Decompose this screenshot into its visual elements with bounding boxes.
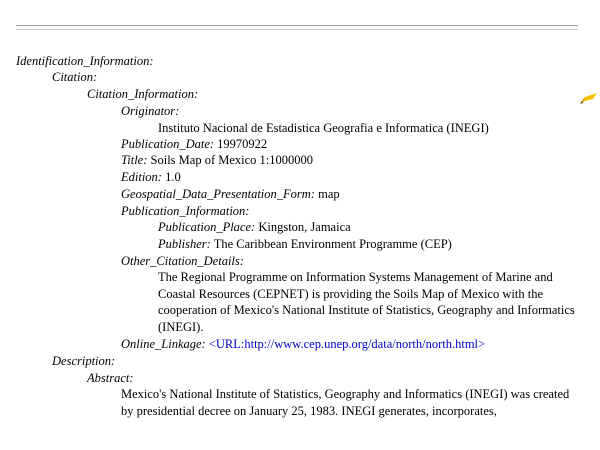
originator-label: Originator: xyxy=(121,104,180,118)
online-linkage-link[interactable]: <URL:http://www.cep.unep.org/data/north/north.html> xyxy=(208,337,486,351)
description-label: Description: xyxy=(52,354,116,368)
publication-date-label: Publication_Date: xyxy=(121,137,215,151)
publisher-label: Publisher: xyxy=(158,237,211,251)
publication-date-value: 19970922 xyxy=(217,137,268,151)
geospatial-form-label: Geospatial_Data_Presentation_Form: xyxy=(121,187,315,201)
edition-label: Edition: xyxy=(121,170,162,184)
other-citation-details-label: Other_Citation_Details: xyxy=(121,254,244,268)
publication-information-label: Publication_Information: xyxy=(121,204,250,218)
publication-date-row xyxy=(121,136,267,152)
edition-value: 1.0 xyxy=(165,170,181,184)
publication-place-row xyxy=(158,219,351,235)
other-citation-details-value: The Regional Programme on Information Systems Management of Marine and Coastal Resources (CEPNET) is providing the Soils Map of Mexico with the cooperation of Mexico's National Institute of Statistics, Geography and Informatics (INEGI). xyxy=(158,270,575,334)
publisher-value: The Caribbean Environment Programme (CEP) xyxy=(213,237,452,251)
pencil-icon[interactable] xyxy=(580,93,598,105)
geospatial-form-row xyxy=(121,186,340,202)
identification-information-label: Identification_Information: xyxy=(16,54,154,68)
publisher-row xyxy=(158,236,452,252)
originator-value: Instituto Nacional de Estadistica Geografia e Informatica (INEGI) xyxy=(158,121,489,135)
geospatial-form-value: map xyxy=(318,187,340,201)
title-row xyxy=(121,152,313,168)
citation-label: Citation: xyxy=(52,70,98,84)
abstract-value: Mexico's National Institute of Statistics, Geography and Informatics (INEGI) was created by presidential decree on January 25, 1983. INEGI generates, incorporates, xyxy=(121,387,570,418)
publication-place-value: Kingston, Jamaica xyxy=(258,220,351,234)
publication-place-label: Publication_Place: xyxy=(158,220,256,234)
horizontal-rule xyxy=(16,25,578,30)
title-label: Title: xyxy=(121,153,148,167)
abstract-label: Abstract: xyxy=(87,371,134,385)
online-linkage-row xyxy=(121,336,485,352)
title-value: Soils Map of Mexico 1:1000000 xyxy=(150,153,314,167)
online-linkage-label: Online_Linkage: xyxy=(121,337,206,351)
edition-row xyxy=(121,169,181,185)
citation-information-label: Citation_Information: xyxy=(87,87,199,101)
